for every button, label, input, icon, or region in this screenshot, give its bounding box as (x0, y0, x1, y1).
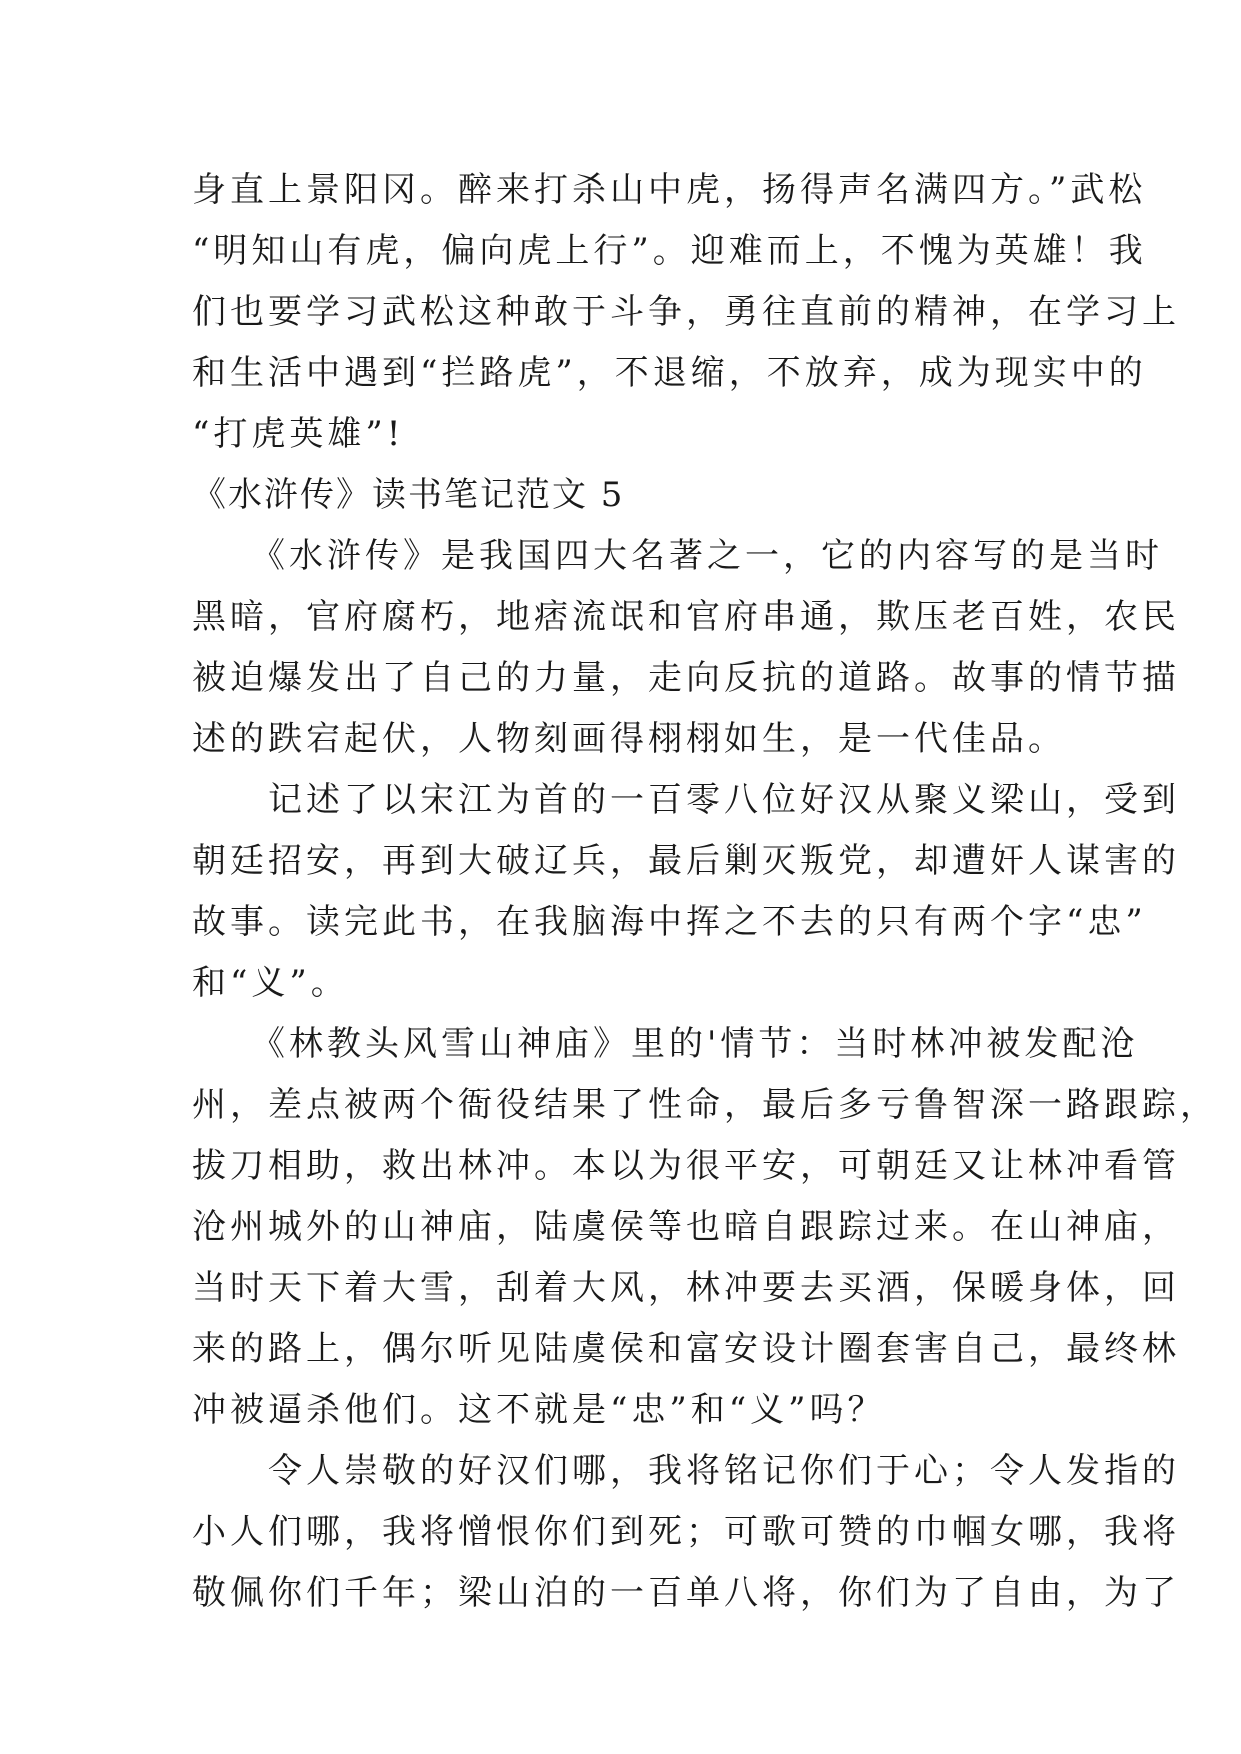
text-line: 黑暗，官府腐朽，地痞流氓和官府串通，欺压老百姓，农民 (192, 597, 1180, 637)
text-line: 沧州城外的山神庙，陆虞侯等也暗自跟踪过来。在山神庙， (192, 1207, 1180, 1247)
text-line: 来的路上，偶尔听见陆虞侯和富安设计圈套害自己，最终林 (192, 1329, 1180, 1369)
text-line: 们也要学习武松这种敢于斗争，勇往直前的精神，在学习上 (192, 292, 1180, 332)
text-line: “打虎英雄”! (192, 414, 405, 454)
text-line: 和生活中遇到“拦路虎”，不退缩，不放弃，成为现实中的 (192, 353, 1147, 393)
text-line: 述的跌宕起伏，人物刻画得栩栩如生，是一代佳品。 (192, 719, 1066, 759)
text-line: “明知山有虎，偏向虎上行”。迎难而上，不愧为英雄！我 (192, 231, 1147, 271)
text-line: 《林教头风雪山神庙》里的'情节：当时林冲被发配沧 (192, 1024, 1139, 1064)
text-line: 被迫爆发出了自己的力量，走向反抗的道路。故事的情节描 (192, 658, 1180, 698)
text-line: 朝廷招安，再到大破辽兵，最后剿灭叛党，却遭奸人谋害的 (192, 841, 1180, 881)
text-line: 冲被逼杀他们。这不就是“忠”和“义”吗？ (192, 1390, 886, 1430)
text-line: 记述了以宋江为首的一百零八位好汉从聚义梁山，受到 (192, 780, 1180, 820)
text-line: 拔刀相助，救出林冲。本以为很平安，可朝廷又让林冲看管 (192, 1146, 1180, 1186)
text-line: 敬佩你们千年；梁山泊的一百单八将，你们为了自由，为了 (192, 1573, 1180, 1613)
text-line: 故事。读完此书，在我脑海中挥之不去的只有两个字“忠” (192, 902, 1147, 942)
text-line: 当时天下着大雪，刮着大风，林冲要去买酒，保暖身体，回 (192, 1268, 1180, 1308)
text-line: 州，差点被两个衙役结果了性命，最后多亏鲁智深一路跟踪， (192, 1085, 1218, 1125)
text-line: 和“义”。 (192, 963, 349, 1003)
text-line: 小人们哪，我将憎恨你们到死；可歌可赞的巾帼女哪，我将 (192, 1512, 1180, 1552)
text-line: 令人崇敬的好汉们哪，我将铭记你们于心；令人发指的 (192, 1451, 1180, 1491)
text-line: 身直上景阳冈。醉来打杀山中虎，扬得声名满四方。”武松 (192, 170, 1147, 210)
text-line: 《水浒传》是我国四大名著之一，它的内容写的是当时 (192, 536, 1163, 576)
document-body (192, 160, 1218, 1624)
section-heading: 《水浒传》读书笔记范文 5 (192, 475, 625, 515)
